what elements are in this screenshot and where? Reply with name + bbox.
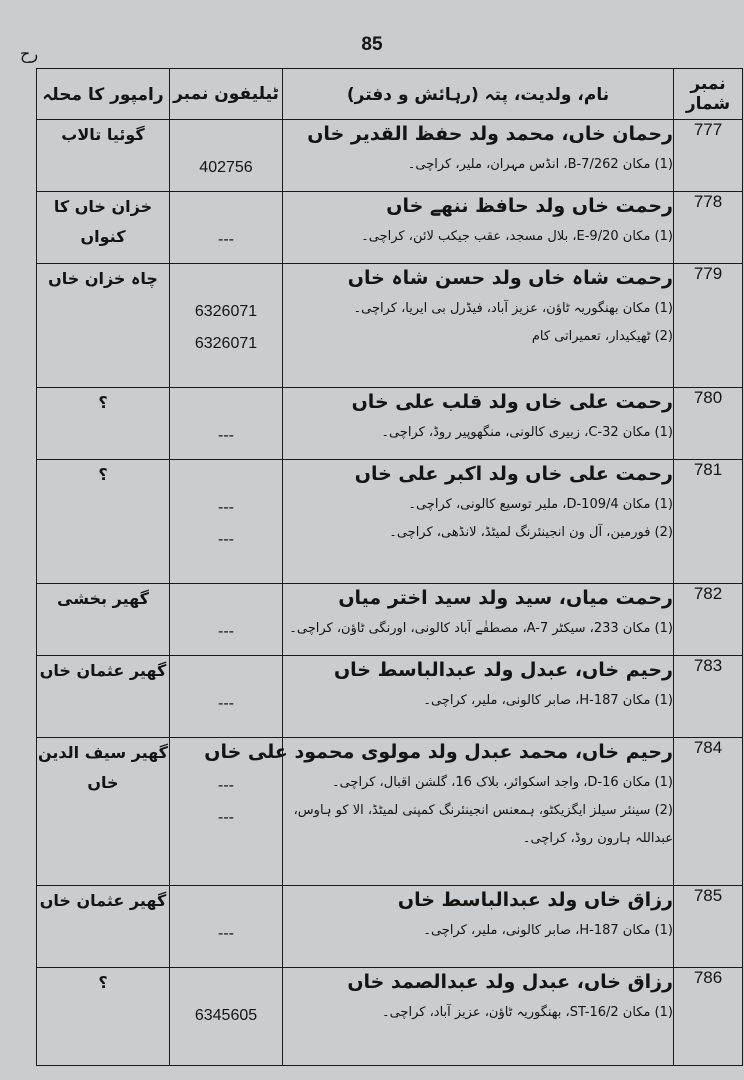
phone-number: ---: [218, 777, 234, 794]
phone-cell: [170, 656, 283, 738]
mohalla-cell: گھیر عثمان خاں: [37, 656, 170, 738]
address-line: عبداللہ ہارون روڈ، کراچی۔: [522, 831, 673, 846]
name-address-cell: [283, 886, 674, 968]
mohalla-cell: خزان خاں کا کنواں: [37, 192, 170, 264]
entry-name: رحیم خاں، عبدل ولد عبدالباسط خاں: [333, 659, 673, 681]
phone-cell: [170, 460, 283, 584]
table-row: [37, 264, 743, 388]
name-address-cell: [283, 968, 674, 1066]
mohalla-cell: گوئیا تالاب: [37, 120, 170, 192]
header-phone: ٹیلیفون نمبر: [170, 69, 283, 120]
serial-number: 782: [674, 584, 743, 656]
table-row: [37, 656, 743, 738]
name-address-cell: [283, 388, 674, 460]
register-table: [36, 68, 743, 1066]
table-row: [37, 388, 743, 460]
address-line: (2) سینئر سیلز ایگزیکٹو، ہمعنس انجینئرنگ کمپنی لمیٹڈ، الا کو ہاوس،: [293, 803, 673, 818]
phone-number: [170, 264, 282, 296]
phone-number: 402756: [199, 159, 253, 176]
entry-name: رحمت خاں ولد حافظ ننھے خاں: [386, 195, 673, 217]
mohalla-cell: گھیر سیف الدین خاں: [37, 738, 170, 886]
phone-cell: [170, 584, 283, 656]
phone-number: ---: [218, 231, 234, 248]
address-line: (1) مکان C-32، زبیری کالونی، منگھوپیر روڈ، کراچی۔: [381, 425, 673, 440]
phone-number: [170, 388, 282, 420]
phone-number: [170, 886, 282, 918]
phone-number: [170, 656, 282, 688]
phone-cell: [170, 388, 283, 460]
address-line: (1) مکان H-187، صابر کالونی، ملیر، کراچی۔: [423, 923, 673, 938]
phone-number: 6326071: [194, 335, 258, 352]
phone-number: [170, 584, 282, 616]
phone-number: ---: [218, 499, 234, 516]
phone-number: ---: [218, 427, 234, 444]
name-address-cell: [283, 584, 674, 656]
phone-cell: [170, 192, 283, 264]
serial-number: 781: [674, 460, 743, 584]
serial-number: 785: [674, 886, 743, 968]
header-mohalla: رامپور کا محلہ: [37, 69, 170, 120]
phone-number: [170, 192, 282, 224]
address-line: (1) مکان B-7/262، انڈس مہران، ملیر، کراچی۔: [407, 157, 673, 172]
table-row: [37, 886, 743, 968]
name-address-cell: [283, 656, 674, 738]
header-row: [37, 69, 743, 120]
table-row: [37, 192, 743, 264]
phone-cell: [170, 968, 283, 1066]
address-line: (2) فورمین، آل ون انجینئرنگ لمیٹڈ، لانڈھی، کراچی۔: [389, 525, 673, 540]
header-name: نام، ولدیت، پتہ (رہائش و دفتر): [283, 69, 674, 120]
address-line: (1) مکان بھنگوریہ ٹاؤن، عزیز آباد، فیڈرل بی ایریا، کراچی۔: [353, 301, 673, 316]
table-row: [37, 460, 743, 584]
phone-cell: [170, 120, 283, 192]
address-line: (1) مکان D-109/4، ملیر توسیع کالونی، کراچی۔: [408, 497, 673, 512]
serial-number: 783: [674, 656, 743, 738]
table-row: [37, 584, 743, 656]
phone-number: 6326071: [194, 303, 258, 320]
phone-number: ---: [218, 809, 234, 826]
mohalla-cell: گھیر بخشی: [37, 584, 170, 656]
address-line: (1) مکان H-187، صابر کالونی، ملیر، کراچی۔: [423, 693, 673, 708]
page-number: 85: [361, 34, 383, 55]
name-address-cell: [283, 120, 674, 192]
entry-name: رحمت علی خاں ولد اکبر علی خاں: [354, 463, 673, 485]
table-row: [37, 120, 743, 192]
mohalla-cell: ؟: [37, 968, 170, 1066]
entry-name: رزاق خاں، عبدل ولد عبدالصمد خاں: [347, 971, 673, 993]
phone-number: ---: [218, 531, 234, 548]
entry-name: رحیم خاں، محمد عبدل ولد مولوی محمود علی خاں: [204, 741, 673, 763]
corner-mark: رح: [20, 44, 39, 63]
serial-number: 777: [674, 120, 743, 192]
phone-number: ---: [218, 695, 234, 712]
name-address-cell: [204, 738, 674, 886]
phone-cell: [170, 264, 283, 388]
mohalla-cell: چاہ خزان خاں: [37, 264, 170, 388]
address-line: (1) مکان D-16، واجد اسکوائر، بلاک 16، گلشن اقبال، کراچی۔: [331, 775, 673, 790]
phone-number: 6345605: [194, 1007, 258, 1024]
name-address-cell: [283, 192, 674, 264]
address-line: (2) ٹھیکیدار، تعمیراتی کام: [531, 329, 673, 344]
serial-number: 780: [674, 388, 743, 460]
phone-number: [170, 120, 282, 152]
table-row: [37, 968, 743, 1066]
address-line: (1) مکان E-9/20، بلال مسجد، عقب جیکب لائن، کراچی۔: [361, 229, 673, 244]
name-address-cell: [283, 460, 674, 584]
phone-number: ---: [218, 925, 234, 942]
mohalla-cell: ؟: [37, 388, 170, 460]
entry-name: رزاق خاں ولد عبدالباسط خاں: [397, 889, 673, 911]
phone-number: ---: [218, 623, 234, 640]
serial-number: 786: [674, 968, 743, 1066]
address-line: (1) مکان 233، سیکٹر A-7، مصطفٰے آباد کالونی، اورنگی ٹاؤن، کراچی۔: [289, 621, 673, 636]
mohalla-cell: ؟: [37, 460, 170, 584]
mohalla-cell: گھیر عثمان خاں: [37, 886, 170, 968]
phone-number: [170, 968, 282, 1000]
phone-number: [170, 460, 282, 492]
entry-name: رحمان خاں، محمد ولد حفظ القدیر خاں: [307, 123, 673, 145]
address-line: (1) مکان ST-16/2، بھنگوریہ ٹاؤن، عزیز آباد، کراچی۔: [381, 1005, 673, 1020]
phone-cell: [170, 886, 283, 968]
serial-number: 778: [674, 192, 743, 264]
table-row: [37, 738, 743, 886]
serial-number: 779: [674, 264, 743, 388]
entry-name: رحمت میاں، سید ولد سید اختر میاں: [338, 587, 673, 609]
entry-name: رحمت شاہ خاں ولد حسن شاہ خاں: [347, 267, 673, 289]
header-serial: نمبر شمار: [674, 69, 743, 120]
name-address-cell: [283, 264, 674, 388]
entry-name: رحمت علی خاں ولد قلب علی خاں: [351, 391, 673, 413]
serial-number: 784: [674, 738, 743, 886]
